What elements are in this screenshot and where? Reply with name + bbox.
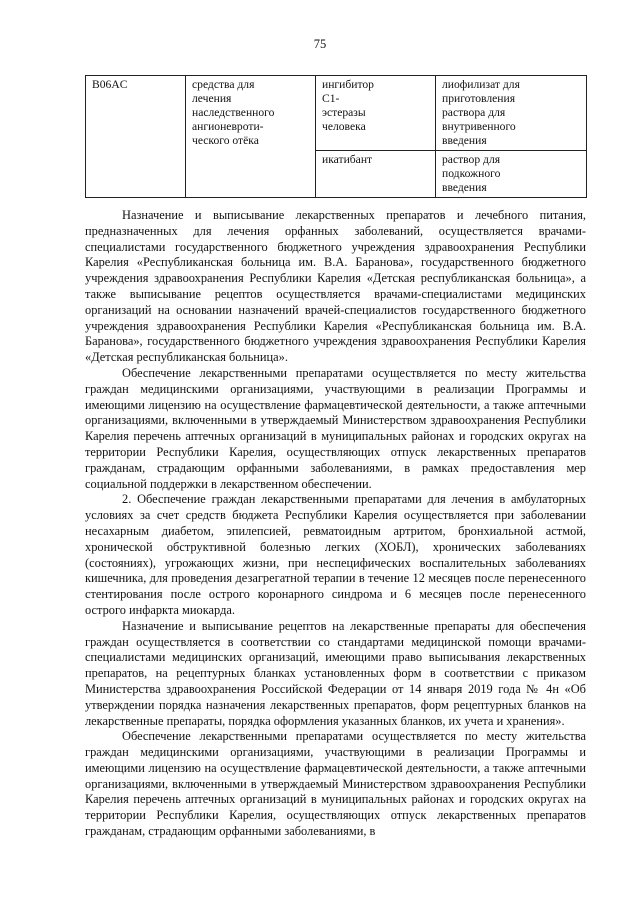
dosage-form-line: раствора для [442,106,506,119]
dosage-form-line: введения [442,134,487,147]
paragraph: Назначение и выписывание лекарственных препаратов и лечебного питания, предназначенных для лечения орфанных заболеваний, осуществляется врачами-специалистами государственного бюджетного учреждения здравоохранения Республики Карелия «Республиканская больница им. В.А. Баранова», государственного бюджетного учреждения здравоохранения Республики Карелия «Детская республиканская больница», а также выписывание рецептов осуществляется врачами-специалистами медицинских организаций на основании назначений врачей-специалистов государственного бюджетного учреждения здравоохранения Республики Карелия «Республиканская больница им. В.А. Баранова», государственного бюджетного учреждения здравоохранения Республики Карелия «Детская республиканская больница». [85,208,586,365]
dosage-form-line: введения [442,181,487,194]
substance-cell [316,151,436,198]
drug-group-line: ангионевроти- [192,120,264,133]
drug-group-line: лечения [192,92,232,105]
dosage-form-cell [436,151,587,198]
paragraph: Назначение и выписывание рецептов на лекарственные препараты для обеспечения граждан осуществляется в соответствии со стандартами медицинской помощи врачами-специалистами медицинских организаций, имеющими право выписывания лекарственных препаратов, на рецептурных бланках установленных форм в соответствии с приказом Министерства здравоохранения Российской Федерации от 14 января 2019 года № 4н «Об утверждении порядка назначения лекарственных препаратов, форм рецептурных бланков на лекарственные препараты, порядка оформления указанных бланков, их учета и хранения». [85,618,586,728]
paragraph: 2. Обеспечение граждан лекарственными препаратами для лечения в амбулаторных условиях за счет средств бюджета Республики Карелия осуществляется при заболевании несахарным диабетом, эпилепсией, ревматоидным артритом, бронхиальной астмой, хронической обструктивной болезнью легких (ХОБЛ), хронических заболеваниях (состояниях), угрожающих жизни, при неспецифических воспалительных заболеваниях кишечника, для проведения дезагрегатной терапии в течение 12 месяцев после перенесенного стентирования после острого коронарного синдрома и 6 месяцев после перенесенного острого инфаркта миокарда. [85,492,586,617]
substance-line: C1- [322,92,340,105]
paragraph: Обеспечение лекарственными препаратами осуществляется по месту жительства граждан медицинскими организациями, участвующими в реализации Программы и имеющими лицензию на осуществление фармацевтической деятельности, а также аптечными организациями, включенными в утверждаемый Министерством здравоохранения Республики Карелия перечень аптечных организаций в муниципальных районах и городских округах на территории Республики Карелия, осуществляющих отпуск лекарственных препаратов гражданам, страдающим орфанными заболеваниями, в рамках предоставления мер социальной поддержки в лекарственном обеспечении. [85,365,586,491]
dosage-form-line: внутривенного [442,120,516,133]
drug-group-line: средства для [192,78,255,91]
dosage-form-line: раствор для [442,153,501,166]
paragraph: Обеспечение лекарственными препаратами осуществляется по месту жительства граждан медицинскими организациями, участвующими в реализации Программы и имеющими лицензию на осуществление фармацевтической деятельности, а также аптечными организациями, включенными в утверждаемый Министерством здравоохранения Республики Карелия перечень аптечных организаций в муниципальных районах и городских округах на территории Республики Карелия, осуществляющих отпуск лекарственных препаратов гражданам, страдающим орфанными заболеваниями, в [85,729,586,839]
page-number: 75 [313,37,327,51]
substance-line: икатибант [322,153,373,166]
dosage-form-line: приготовления [442,92,516,105]
drug-group-line: ческого отёка [192,134,259,147]
drug-table [85,75,587,198]
substance-line: эстеразы [322,106,366,119]
substance-line: человека [322,120,366,133]
drug-group-line: наследственного [192,106,275,119]
substance-cell [316,76,436,151]
table-row [86,76,587,151]
dosage-form-line: лиофилизат для [442,78,520,91]
dosage-form-cell [436,76,587,151]
body-text [85,208,586,840]
drug-group-cell [186,76,316,198]
atc-code-cell [86,76,186,198]
substance-line: ингибитор [322,78,374,91]
atc-code: B06AC [92,78,128,91]
dosage-form-line: подкожного [442,167,501,180]
